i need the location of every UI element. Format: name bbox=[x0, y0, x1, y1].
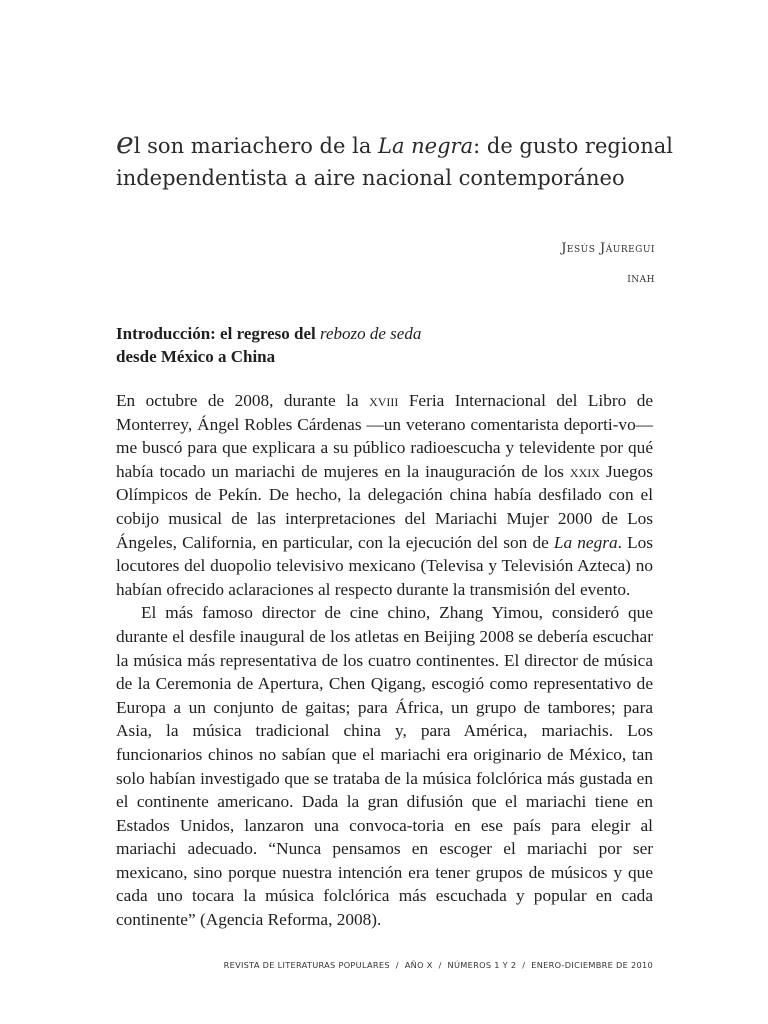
title-initial: e bbox=[116, 126, 134, 161]
roman-numeral-18: xviii bbox=[369, 391, 399, 410]
heading-part1: Introducción: el regreso del bbox=[116, 324, 320, 343]
title-text-part2: : de gusto regional independentista a aire nacional contemporáneo bbox=[116, 134, 673, 190]
title-text-part1: l son mariachero de la bbox=[133, 134, 379, 158]
roman-numeral-29: xxix bbox=[569, 461, 600, 481]
title-italic-song: La negra bbox=[378, 134, 474, 158]
footer-date: ENERO-DICIEMBRE DE 2010 bbox=[531, 960, 653, 970]
footer-year: AÑO X bbox=[404, 960, 433, 970]
author-block bbox=[561, 234, 655, 294]
page-footer bbox=[116, 960, 653, 970]
p1-text-1: En octubre de 2008, durante la bbox=[116, 391, 370, 410]
body-text bbox=[116, 389, 653, 932]
p1-text-4: . Los locutores del duopolio televisivo mexicano (Televisa y Televisión Azteca) no habían ofrecido aclaraciones al respecto durante la transmisión del evento. bbox=[116, 532, 654, 599]
heading-part2: desde México a China bbox=[116, 347, 276, 366]
author-affiliation: inah bbox=[627, 271, 655, 286]
heading-italic: rebozo de seda bbox=[319, 324, 422, 343]
article-title bbox=[116, 128, 676, 194]
paragraph-2: El más famoso director de cine chino, Zhang Yimou, consideró que durante el desfile inaugural de los atletas en Beijing 2008 se debería escuchar la música más representativa de los cuatro continentes. El director de música de la Ceremonia de Apertura, Chen Qigang, escogió como representativo de Europa a un conjunto de gaitas; para África, un grupo de tambores; para Asia, la música tradicional china y, para América, mariachis. Los funcionarios chinos no sabían que el mariachi era originario de México, tan solo habían investigado que se trataba de la música folclórica más gustada en el continente americano. Dada la gran difusión que el mariachi tiene en Estados Unidos, lanzaron una convoca-toria en ese país para elegir al mariachi adecuado. “Nunca pensamos en escoger el mariachi por ser mexicano, sino porque nuestra intención era tener grupos de músicos y que cada uno tocara la música folclórica más escuchada y popular en cada continente” (Agencia Reforma, 2008). bbox=[116, 603, 653, 930]
footer-separator: / bbox=[395, 960, 399, 970]
section-heading bbox=[116, 322, 656, 368]
footer-issue: NÚMEROS 1 Y 2 bbox=[447, 960, 517, 970]
p1-text-2: Feria Internacional del Libro de Monterrey, Ángel Robles Cárdenas —un veterano comentarista deporti-vo— me buscó para que explicara a su público radioescucha y televidente por qué había tocado un mariachi de mujeres en la inauguración de los bbox=[116, 391, 653, 481]
p1-text-3: Juegos Olímpicos de Pekín. De hecho, la delegación china había desfilado con el cobijo musical de las interpretaciones del Mariachi Mujer 2000 de Los Ángeles, California, en particular, con la ejecución del son de bbox=[116, 461, 653, 552]
footer-separator: / bbox=[522, 960, 526, 970]
footer-journal: REVISTA DE LITERATURAS POPULARES bbox=[223, 960, 390, 970]
p1-italic-song: La negra bbox=[553, 532, 618, 552]
footer-separator: / bbox=[438, 960, 442, 970]
author-name: Jesús Jáuregui bbox=[561, 241, 655, 256]
paragraph-1 bbox=[116, 389, 653, 601]
